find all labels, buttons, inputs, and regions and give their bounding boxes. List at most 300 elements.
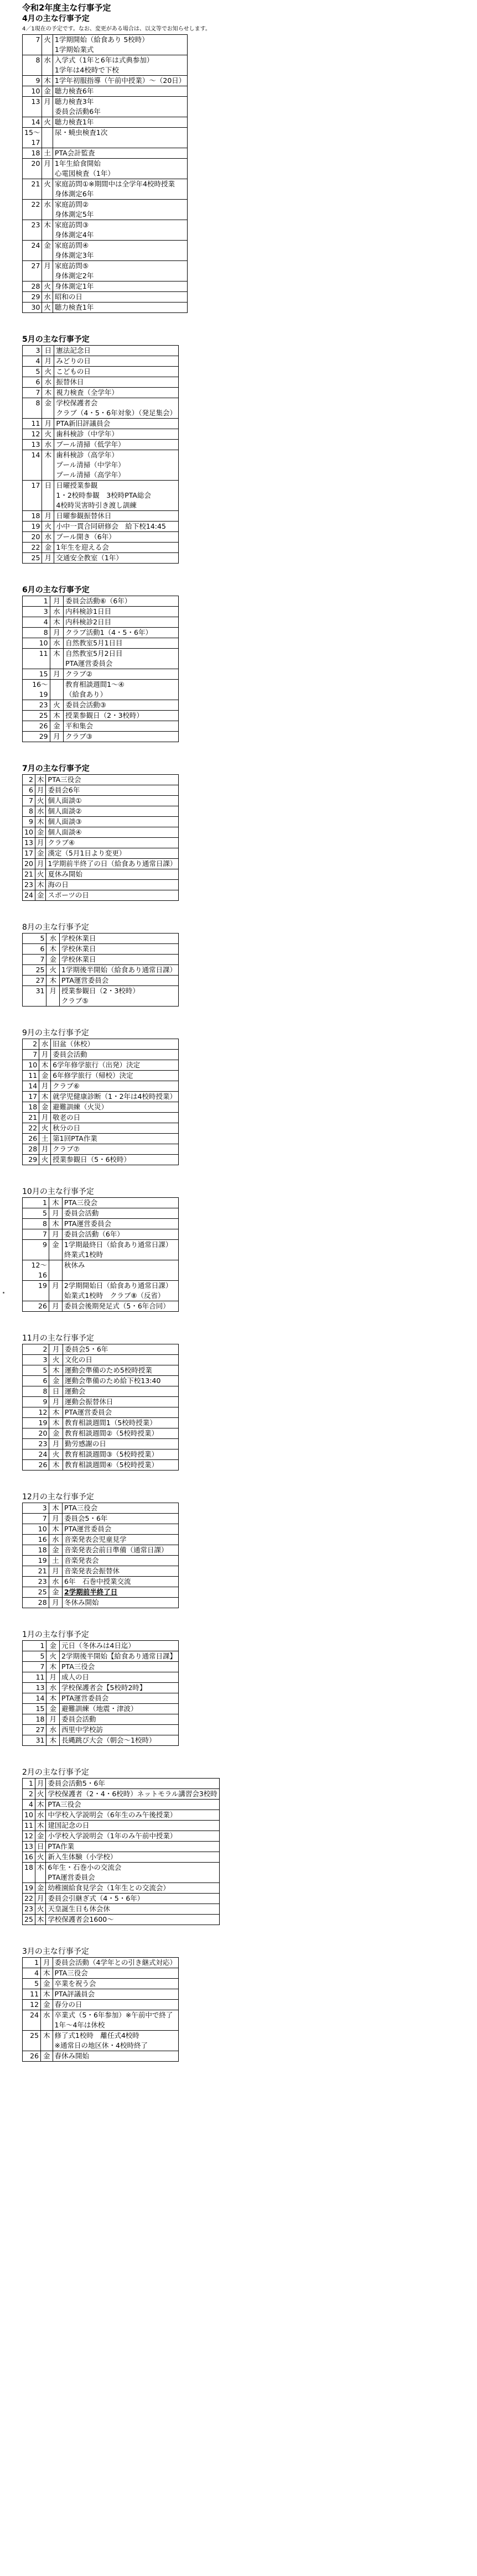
weekday-cell: 木 xyxy=(42,220,53,241)
event-cell xyxy=(60,934,179,944)
table-row xyxy=(23,1587,179,1598)
date-cell: 26 xyxy=(23,1460,49,1470)
table-row xyxy=(23,1144,179,1155)
event-cell xyxy=(63,1577,179,1587)
table-row xyxy=(23,1535,179,1545)
event-text: みどりの日 xyxy=(56,357,91,365)
event-cell xyxy=(63,1365,178,1376)
date-cell: 18 xyxy=(23,1102,39,1113)
event-text: 学校保護者（2・4・6校時）ネットモラル講習会3校時 xyxy=(48,1790,217,1798)
table-row xyxy=(23,1397,179,1407)
table-row xyxy=(23,1651,179,1662)
date-cell: 3 xyxy=(23,346,42,356)
event-cell xyxy=(63,1524,179,1535)
date-cell: 1 xyxy=(23,596,50,607)
event-cell xyxy=(53,148,187,159)
event-cell xyxy=(64,669,179,680)
event-cell xyxy=(60,1683,179,1693)
event-cell xyxy=(60,986,179,1007)
event-text: PTA三役会 xyxy=(64,1198,98,1207)
table-row xyxy=(23,1407,179,1418)
weekday-cell: 水 xyxy=(42,377,54,388)
table-row xyxy=(23,638,179,649)
event-cell xyxy=(53,55,187,76)
date-cell: 23 xyxy=(23,1904,35,1915)
weekday-cell: 木 xyxy=(49,1198,62,1208)
event-text: （給食あり） xyxy=(65,690,107,698)
table-row xyxy=(23,1683,179,1693)
date-cell: 5 xyxy=(23,1208,49,1219)
event-text: 建国記念の日 xyxy=(48,1821,90,1829)
event-text: 6学年修学旅行（出発）決定 xyxy=(53,1061,141,1069)
event-cell xyxy=(60,1735,179,1746)
event-cell xyxy=(63,1397,178,1407)
weekday-cell: 金 xyxy=(39,1071,51,1081)
event-text: 秋休み xyxy=(64,1261,85,1269)
table-row xyxy=(23,1641,179,1651)
event-cell xyxy=(46,838,179,848)
event-text: 新入生体験（小学校） xyxy=(48,1853,117,1861)
date-cell: 6 xyxy=(23,377,42,388)
weekday-cell: 月 xyxy=(41,1958,53,1968)
weekday-cell: 火 xyxy=(35,869,46,880)
event-cell xyxy=(51,1113,179,1123)
event-text: 1学期後半開始（給食あり通常日課） xyxy=(61,966,177,974)
event-cell xyxy=(62,1301,178,1312)
date-cell: 4 xyxy=(23,1800,35,1810)
weekday-cell: 火 xyxy=(50,700,64,711)
event-text: 委員会5・6年 xyxy=(64,1345,108,1353)
weekday-cell: 月 xyxy=(42,356,54,367)
month-section xyxy=(22,763,277,901)
table-row xyxy=(23,1556,179,1566)
table-row xyxy=(23,1598,179,1608)
date-cell: 25 xyxy=(23,1587,49,1598)
event-cell xyxy=(53,35,187,55)
event-text: 内科検診2日目 xyxy=(65,618,112,626)
weekday-cell: 金 xyxy=(49,1376,63,1386)
date-cell: 17 xyxy=(23,481,42,511)
event-cell xyxy=(53,117,187,128)
weekday-cell: 月 xyxy=(39,1144,51,1155)
date-cell: 15 xyxy=(23,1704,46,1714)
weekday-cell: 月 xyxy=(42,159,53,179)
date-cell: 21 xyxy=(23,869,35,880)
table-row xyxy=(23,1725,179,1735)
event-text: 振替休日 xyxy=(56,378,84,386)
date-cell: 7 xyxy=(23,1514,49,1524)
date-cell: 1 xyxy=(23,1958,41,1968)
page-title: 令和2年度主な行事予定 xyxy=(22,3,111,13)
weekday-cell: 月 xyxy=(49,1514,62,1524)
weekday-cell: 月 xyxy=(35,785,46,796)
table-row xyxy=(23,1460,179,1470)
table-row xyxy=(23,838,179,848)
table-row xyxy=(23,281,188,292)
event-cell xyxy=(54,450,179,481)
table-row xyxy=(23,450,179,481)
weekday-cell: 火 xyxy=(35,1789,46,1800)
date-cell: 18 xyxy=(23,511,42,522)
weekday-cell: 月 xyxy=(50,732,64,742)
event-text: 自然教室5月2日目 xyxy=(65,649,123,658)
date-cell: 23 xyxy=(23,1577,49,1587)
event-text: クラブ（4・5・6年対象）（発足集会） xyxy=(56,409,177,417)
table-row xyxy=(23,2000,179,2010)
table-row xyxy=(23,1989,179,2000)
date-cell: 11 xyxy=(23,1821,35,1831)
table-row xyxy=(23,532,179,543)
weekday-cell: 火 xyxy=(42,179,53,200)
event-cell xyxy=(63,1566,179,1577)
schedule-table xyxy=(22,1957,179,2062)
date-cell: 8 xyxy=(23,55,42,76)
schedule-note: 4／1現在の予定です。なお、変更がある場合は、以文等でお知らせします。 xyxy=(22,26,211,32)
event-cell xyxy=(63,1355,178,1365)
table-row xyxy=(23,1208,179,1219)
weekday-cell: 月 xyxy=(49,1598,62,1608)
date-cell: 19 xyxy=(23,1281,49,1301)
table-row xyxy=(23,1904,220,1915)
event-cell xyxy=(53,241,187,261)
event-cell xyxy=(54,429,179,440)
event-cell xyxy=(46,1821,219,1831)
event-text: 授業参観日（2・3校時） xyxy=(65,711,144,719)
weekday-cell: 木 xyxy=(49,1460,63,1470)
date-cell: 22 xyxy=(23,200,42,220)
event-text: 委員会活動③ xyxy=(65,701,106,709)
weekday-cell: 月 xyxy=(49,1566,62,1577)
event-cell xyxy=(54,532,179,543)
event-cell xyxy=(54,388,179,398)
date-cell: 25 xyxy=(23,711,50,721)
weekday-cell: 金 xyxy=(41,2000,53,2010)
table-row xyxy=(23,1852,220,1863)
event-text: 6年修学旅行（帰校）決定 xyxy=(53,1071,133,1080)
table-row xyxy=(23,292,188,303)
table-row xyxy=(23,1566,179,1577)
event-cell xyxy=(60,1704,179,1714)
table-row xyxy=(23,1577,179,1587)
weekday-cell: 火 xyxy=(42,281,53,292)
event-cell xyxy=(46,1863,219,1883)
table-row xyxy=(23,388,179,398)
date-cell: 2 xyxy=(23,1039,39,1050)
weekday-cell: 金 xyxy=(49,1587,62,1598)
event-cell xyxy=(53,1968,178,1979)
event-cell xyxy=(54,367,179,377)
table-row xyxy=(23,934,179,944)
table-row xyxy=(23,1102,179,1113)
date-cell: 9 xyxy=(23,1240,49,1260)
weekday-cell: 木 xyxy=(49,1503,62,1514)
month-heading: 5月の主な行事予定 xyxy=(22,335,90,344)
date-cell: 23 xyxy=(23,220,42,241)
table-row xyxy=(23,1123,179,1134)
event-text: 教育相談週間③（5校時授業） xyxy=(64,1450,159,1458)
weekday-cell: 日 xyxy=(42,481,54,511)
date-cell: 27 xyxy=(23,976,46,986)
event-cell xyxy=(46,890,179,901)
event-cell xyxy=(53,292,187,303)
event-text: 2学期前半終了日 xyxy=(64,1588,118,1596)
table-row xyxy=(23,261,188,281)
event-text: 1学年は4校時で下校 xyxy=(54,66,119,74)
event-text: 委員会活動⑥（6年） xyxy=(65,597,132,605)
table-row xyxy=(23,1301,179,1312)
weekday-cell: 土 xyxy=(49,1556,62,1566)
weekday-cell: 火 xyxy=(35,1904,46,1915)
table-row xyxy=(23,398,179,419)
table-row xyxy=(23,346,179,356)
weekday-cell: 土 xyxy=(42,148,53,159)
weekday-cell: 水 xyxy=(35,1810,46,1821)
weekday-cell: 金 xyxy=(41,1979,53,1989)
weekday-cell: 月 xyxy=(35,838,46,848)
event-text: PTA作業 xyxy=(48,1842,75,1850)
table-row xyxy=(23,377,179,388)
table-row xyxy=(23,367,179,377)
event-text: PTA三役会 xyxy=(48,775,81,784)
event-text: 1年生給食開始 xyxy=(54,159,101,168)
event-cell xyxy=(63,1344,178,1355)
weekday-cell: 木 xyxy=(49,1365,63,1376)
weekday-cell: 月 xyxy=(42,97,53,117)
table-row xyxy=(23,1714,179,1725)
table-row xyxy=(23,97,188,117)
event-text: 聴力検査1年 xyxy=(54,118,94,126)
date-cell: 11 xyxy=(23,419,42,429)
weekday-cell: 木 xyxy=(35,1915,46,1925)
date-cell: 10 xyxy=(23,1810,35,1821)
date-cell: 27 xyxy=(23,1725,46,1735)
event-text: 家庭訪問③ xyxy=(54,221,89,229)
date-cell: 28 xyxy=(23,1598,49,1608)
weekday-cell: 月 xyxy=(35,1894,46,1904)
date-cell: 8 xyxy=(23,1219,49,1229)
event-text: 避難訓練（火災） xyxy=(53,1103,108,1111)
weekday-cell: 金 xyxy=(49,1545,62,1556)
event-cell xyxy=(53,200,187,220)
event-text: 昭和の日 xyxy=(54,293,82,301)
schedule-table xyxy=(22,774,179,901)
date-cell: 23 xyxy=(23,880,35,890)
table-row xyxy=(23,721,179,732)
date-cell: 11 xyxy=(23,1071,39,1081)
event-cell xyxy=(63,1587,179,1598)
table-row xyxy=(23,159,188,179)
event-text: 学校保護者会【5校時2時】 xyxy=(61,1683,147,1692)
weekday-cell: 月 xyxy=(46,1714,60,1725)
event-text: 委員会後期発足式（5・6年合同） xyxy=(64,1302,170,1310)
event-text: 就学児健康診断（1・2年は4校時授業） xyxy=(53,1092,177,1101)
event-cell xyxy=(51,1144,179,1155)
table-row xyxy=(23,128,188,148)
weekday-cell: 月 xyxy=(42,553,54,564)
date-cell: 9 xyxy=(23,76,42,86)
event-cell xyxy=(53,1958,178,1968)
event-text: 家庭訪問② xyxy=(54,200,89,208)
event-text: プール開き（6年） xyxy=(56,533,116,541)
weekday-cell: 月 xyxy=(35,859,46,869)
weekday-cell: 金 xyxy=(35,1831,46,1842)
event-cell xyxy=(53,2051,178,2062)
date-cell: 13 xyxy=(23,838,35,848)
weekday-cell: 水 xyxy=(41,2010,53,2031)
weekday-cell: 木 xyxy=(50,617,64,628)
table-row xyxy=(23,481,179,511)
weekday-cell: 月 xyxy=(46,1672,60,1683)
event-text: 平和集会 xyxy=(65,722,94,730)
event-text: 海の日 xyxy=(48,880,69,889)
table-row xyxy=(23,553,179,564)
event-text: 身体測定4年 xyxy=(54,231,94,239)
weekday-cell: 木 xyxy=(50,711,64,721)
event-text: 小中一貫合同研修会 給下校14:45 xyxy=(56,522,166,530)
table-row xyxy=(23,944,179,955)
date-cell: 4 xyxy=(23,356,42,367)
weekday-cell: 水 xyxy=(42,200,53,220)
event-text: 委員会活動6年 xyxy=(54,107,101,116)
date-cell: 12 xyxy=(23,1407,49,1418)
weekday-cell: 金 xyxy=(42,543,54,553)
table-row xyxy=(23,1979,179,1989)
table-row xyxy=(23,1229,179,1240)
event-cell xyxy=(63,1503,179,1514)
date-cell: 9 xyxy=(23,817,35,827)
event-cell xyxy=(53,76,187,86)
event-cell xyxy=(63,1428,178,1439)
event-cell xyxy=(64,649,179,669)
event-text: 天皇誕生日も休会休 xyxy=(48,1905,110,1913)
date-cell: 25 xyxy=(23,553,42,564)
date-cell: 23 xyxy=(23,700,50,711)
date-cell: 16 xyxy=(23,1852,35,1863)
event-text: 教育相談週間④（5校時授業） xyxy=(64,1461,159,1469)
event-cell xyxy=(53,179,187,200)
event-cell xyxy=(53,2031,178,2051)
event-text: 春休み開始 xyxy=(54,2052,90,2060)
event-cell xyxy=(60,1641,179,1651)
weekday-cell: 水 xyxy=(42,292,53,303)
event-cell xyxy=(46,806,179,817)
date-cell: 5 xyxy=(23,934,46,944)
table-row xyxy=(23,2031,179,2051)
event-cell xyxy=(46,880,179,890)
weekday-cell: 木 xyxy=(35,1800,46,1810)
weekday-cell xyxy=(50,680,64,700)
event-cell xyxy=(63,1386,178,1397)
table-row xyxy=(23,976,179,986)
event-text: 卒業式（5・6年参加）※午前中で終了 xyxy=(54,2011,173,2019)
schedule-table xyxy=(22,1778,220,1925)
event-text: 幼稚園給食見学会（1年生との交流会） xyxy=(48,1884,170,1892)
table-row xyxy=(23,732,179,742)
event-text: 1学期前半終了の日（給食あり通常日課） xyxy=(48,859,177,868)
event-text: 小学校入学説明会（1年のみ午前中授業） xyxy=(48,1832,177,1840)
event-cell xyxy=(63,1598,179,1608)
weekday-cell: 火 xyxy=(42,367,54,377)
table-row xyxy=(23,1672,179,1683)
weekday-cell: 金 xyxy=(35,848,46,859)
table-row xyxy=(23,1449,179,1460)
event-text: 始業式1校時 クラブ⑧（反省） xyxy=(64,1291,165,1300)
table-row xyxy=(23,1524,179,1535)
table-row xyxy=(23,848,179,859)
event-cell xyxy=(46,1800,219,1810)
event-text: プール清掃（低学年） xyxy=(56,440,125,449)
event-cell xyxy=(62,1281,178,1301)
event-text: 委員会6年 xyxy=(48,786,80,794)
table-row xyxy=(23,148,188,159)
event-text: 第1回PTA作業 xyxy=(53,1134,97,1143)
weekday-cell: 月 xyxy=(49,1208,62,1219)
event-cell xyxy=(53,2010,178,2031)
weekday-cell: 水 xyxy=(50,638,64,649)
date-cell: 18 xyxy=(23,1863,35,1883)
schedule-table xyxy=(22,1197,179,1312)
table-row xyxy=(23,1376,179,1386)
date-cell: 1 xyxy=(23,1779,35,1789)
event-text: 家庭訪問⑤ xyxy=(54,262,89,270)
event-cell xyxy=(60,955,179,965)
table-row xyxy=(23,220,188,241)
date-cell: 5 xyxy=(23,1979,41,1989)
table-row xyxy=(23,700,179,711)
event-cell xyxy=(60,1693,179,1704)
date-cell: 19 xyxy=(23,1556,49,1566)
date-cell: 12〜16 xyxy=(23,1260,49,1281)
event-text: 1年生を迎える会 xyxy=(56,543,109,551)
event-cell xyxy=(60,1725,179,1735)
table-row xyxy=(23,2010,179,2031)
event-text: クラブ⑦ xyxy=(53,1145,80,1153)
date-cell: 15〜17 xyxy=(23,128,42,148)
month-heading: 8月の主な行事予定 xyxy=(22,923,89,932)
table-row xyxy=(23,1050,179,1060)
month-heading: 4月の主な行事予定 xyxy=(22,14,90,23)
date-cell: 28 xyxy=(23,1144,39,1155)
date-cell: 12 xyxy=(23,1831,35,1842)
event-text: 憲法記念日 xyxy=(56,346,91,354)
event-text: 身体測定6年 xyxy=(54,190,94,198)
date-cell: 10 xyxy=(23,638,50,649)
weekday-cell: 木 xyxy=(42,450,54,481)
weekday-cell: 金 xyxy=(35,827,46,838)
weekday-cell: 水 xyxy=(50,607,64,617)
date-cell: 18 xyxy=(23,148,42,159)
date-cell: 28 xyxy=(23,281,42,292)
event-text: 歯科検診（高学年） xyxy=(56,451,118,459)
event-text: 西里中学校訪 xyxy=(61,1725,103,1734)
weekday-cell: 月 xyxy=(50,669,64,680)
table-row xyxy=(23,55,188,76)
table-row xyxy=(23,806,179,817)
event-cell xyxy=(60,1672,179,1683)
event-cell xyxy=(63,1418,178,1428)
table-row xyxy=(23,827,179,838)
table-row xyxy=(23,1219,179,1229)
weekday-cell: 月 xyxy=(42,511,54,522)
month-heading: 11月の主な行事予定 xyxy=(22,1334,94,1343)
schedule-table xyxy=(22,1039,179,1165)
event-cell xyxy=(46,1883,219,1894)
scroll-marker xyxy=(3,1292,4,1294)
weekday-cell: 木 xyxy=(39,1092,51,1102)
event-text: 卒業を祝う会 xyxy=(54,1979,96,1988)
table-row xyxy=(23,86,188,97)
table-row xyxy=(23,649,179,669)
